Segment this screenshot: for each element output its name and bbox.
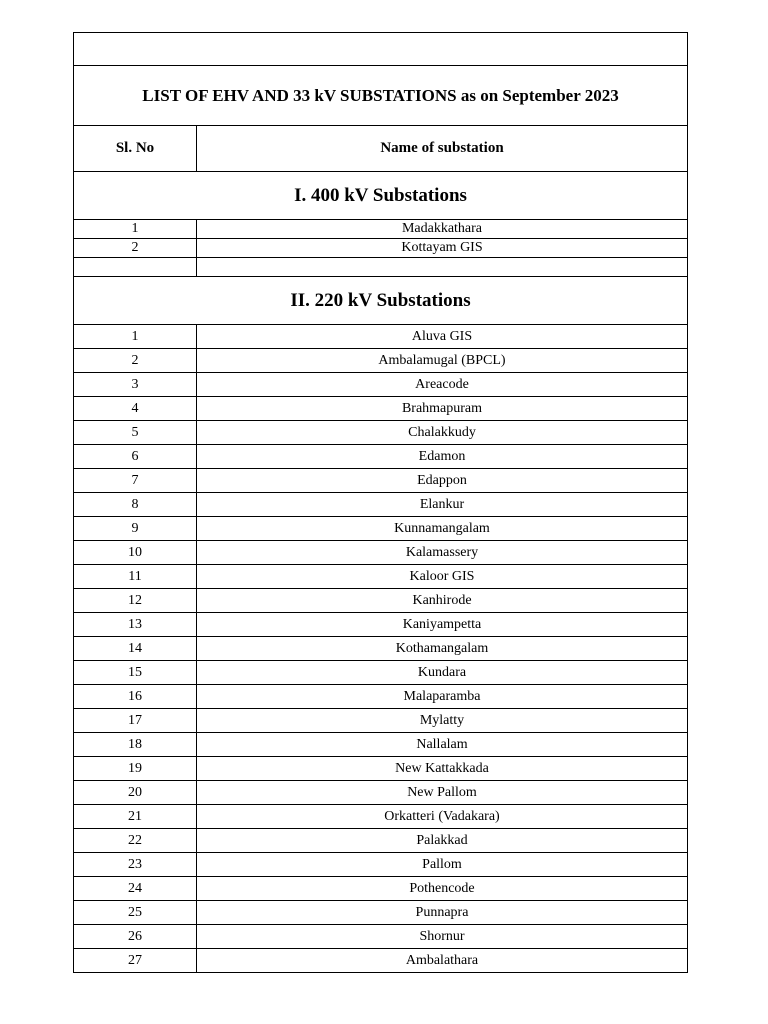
sl-no-cell: 1 bbox=[74, 325, 197, 349]
empty-cell bbox=[197, 258, 688, 277]
substation-name-cell: Mylatty bbox=[197, 709, 688, 733]
column-header-sl-no: Sl. No bbox=[74, 126, 197, 172]
table-row bbox=[74, 445, 688, 469]
table-row bbox=[74, 239, 688, 258]
table-row bbox=[74, 421, 688, 445]
substation-name-cell: Kunnamangalam bbox=[197, 517, 688, 541]
sl-no-cell: 9 bbox=[74, 517, 197, 541]
substation-name-cell: Palakkad bbox=[197, 829, 688, 853]
sl-no-cell: 20 bbox=[74, 781, 197, 805]
sl-no-cell: 7 bbox=[74, 469, 197, 493]
substation-name-cell: Orkatteri (Vadakara) bbox=[197, 805, 688, 829]
substation-name-cell: Kottayam GIS bbox=[197, 239, 688, 258]
substation-name-cell: Aluva GIS bbox=[197, 325, 688, 349]
substation-name-cell: Kaloor GIS bbox=[197, 565, 688, 589]
sl-no-cell: 22 bbox=[74, 829, 197, 853]
substation-name-cell: Kaniyampetta bbox=[197, 613, 688, 637]
table-row bbox=[74, 829, 688, 853]
table-row bbox=[74, 325, 688, 349]
table-row bbox=[74, 469, 688, 493]
substation-name-cell: Nallalam bbox=[197, 733, 688, 757]
substation-name-cell: Edappon bbox=[197, 469, 688, 493]
table-row bbox=[74, 613, 688, 637]
substation-name-cell: Areacode bbox=[197, 373, 688, 397]
table-row bbox=[74, 637, 688, 661]
sl-no-cell: 26 bbox=[74, 925, 197, 949]
sl-no-cell: 2 bbox=[74, 349, 197, 373]
substation-name-cell: Pallom bbox=[197, 853, 688, 877]
table-row bbox=[74, 661, 688, 685]
empty-cell bbox=[74, 258, 197, 277]
section-heading-row bbox=[74, 172, 688, 220]
sl-no-cell: 18 bbox=[74, 733, 197, 757]
sl-no-cell: 10 bbox=[74, 541, 197, 565]
column-header-name: Name of substation bbox=[197, 126, 688, 172]
substation-name-cell: Kothamangalam bbox=[197, 637, 688, 661]
substation-name-cell: Madakkathara bbox=[197, 220, 688, 239]
substation-name-cell: New Pallom bbox=[197, 781, 688, 805]
sl-no-cell: 4 bbox=[74, 397, 197, 421]
blank-header-row bbox=[74, 33, 688, 66]
sl-no-cell: 17 bbox=[74, 709, 197, 733]
table-row bbox=[74, 781, 688, 805]
substation-name-cell: Ambalamugal (BPCL) bbox=[197, 349, 688, 373]
table-row bbox=[74, 397, 688, 421]
table-row bbox=[74, 853, 688, 877]
substation-name-cell: Punnapra bbox=[197, 901, 688, 925]
sl-no-cell: 27 bbox=[74, 949, 197, 973]
substation-name-cell: Ambalathara bbox=[197, 949, 688, 973]
substation-name-cell: Kundara bbox=[197, 661, 688, 685]
sl-no-cell: 21 bbox=[74, 805, 197, 829]
sl-no-cell: 19 bbox=[74, 757, 197, 781]
sl-no-cell: 13 bbox=[74, 613, 197, 637]
substation-name-cell: Edamon bbox=[197, 445, 688, 469]
sl-no-cell: 11 bbox=[74, 565, 197, 589]
sl-no-cell: 8 bbox=[74, 493, 197, 517]
table-row bbox=[74, 565, 688, 589]
table-row bbox=[74, 685, 688, 709]
section-heading-row bbox=[74, 277, 688, 325]
table-row bbox=[74, 805, 688, 829]
table-row bbox=[74, 349, 688, 373]
table-row bbox=[74, 733, 688, 757]
sl-no-cell: 5 bbox=[74, 421, 197, 445]
sl-no-cell: 25 bbox=[74, 901, 197, 925]
substation-name-cell: New Kattakkada bbox=[197, 757, 688, 781]
column-header-row bbox=[74, 126, 688, 172]
substation-name-cell: Chalakkudy bbox=[197, 421, 688, 445]
substation-name-cell: Shornur bbox=[197, 925, 688, 949]
substation-name-cell: Pothencode bbox=[197, 877, 688, 901]
table-row bbox=[74, 757, 688, 781]
substation-table bbox=[73, 32, 688, 973]
table-row bbox=[74, 517, 688, 541]
document-title: LIST OF EHV AND 33 kV SUBSTATIONS as on September 2023 bbox=[74, 66, 688, 126]
sl-no-cell: 1 bbox=[74, 220, 197, 239]
substation-name-cell: Elankur bbox=[197, 493, 688, 517]
table-row bbox=[74, 877, 688, 901]
table-row bbox=[74, 493, 688, 517]
sl-no-cell: 2 bbox=[74, 239, 197, 258]
substation-name-cell: Brahmapuram bbox=[197, 397, 688, 421]
section-heading: II. 220 kV Substations bbox=[74, 277, 688, 325]
sl-no-cell: 15 bbox=[74, 661, 197, 685]
substation-name-cell: Kalamassery bbox=[197, 541, 688, 565]
table-row bbox=[74, 220, 688, 239]
table-row bbox=[74, 373, 688, 397]
spacer-row bbox=[74, 258, 688, 277]
sl-no-cell: 12 bbox=[74, 589, 197, 613]
substation-name-cell: Malaparamba bbox=[197, 685, 688, 709]
table-row bbox=[74, 901, 688, 925]
sl-no-cell: 3 bbox=[74, 373, 197, 397]
substation-name-cell: Kanhirode bbox=[197, 589, 688, 613]
section-heading: I. 400 kV Substations bbox=[74, 172, 688, 220]
title-row bbox=[74, 66, 688, 126]
sl-no-cell: 6 bbox=[74, 445, 197, 469]
blank-cell bbox=[74, 33, 688, 66]
table-row bbox=[74, 949, 688, 973]
table-row bbox=[74, 589, 688, 613]
table-row bbox=[74, 925, 688, 949]
sl-no-cell: 14 bbox=[74, 637, 197, 661]
sl-no-cell: 23 bbox=[74, 853, 197, 877]
sl-no-cell: 24 bbox=[74, 877, 197, 901]
table-row bbox=[74, 541, 688, 565]
sl-no-cell: 16 bbox=[74, 685, 197, 709]
table-row bbox=[74, 709, 688, 733]
